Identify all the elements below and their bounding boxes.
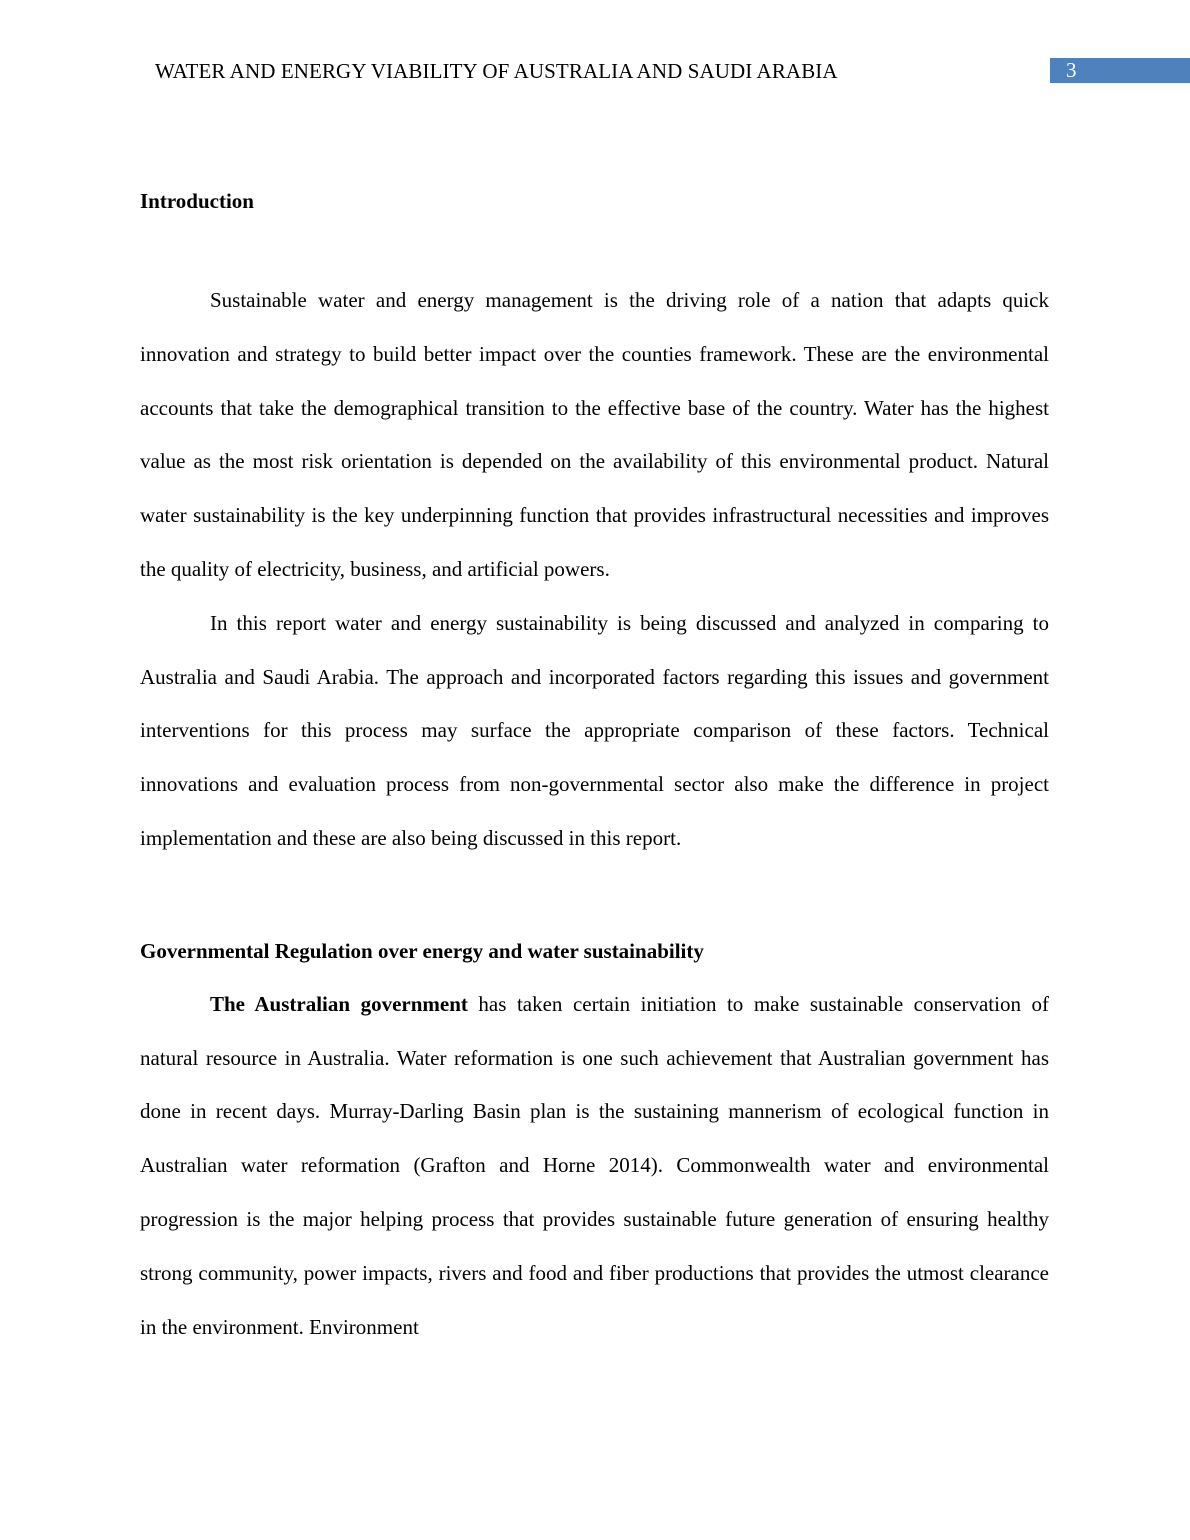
- introduction-paragraph-1: Sustainable water and energy management is the driving role of a nation that adapts quick innovation and strategy to build better impact over the counties framework. These are the environmental accounts that take the demographical transition to the effective base of the country. Water has the highest value as the most risk orientation is depended on the availability of this environmental product. Natural water sustainability is the key underpinning function that provides infrastructural necessities and improves the quality of electricity, business, and artificial powers.: [140, 288, 1049, 581]
- paragraph-lead-bold: The Australian government: [210, 991, 468, 1016]
- paragraph-body-text: has taken certain initiation to make sustainable conservation of natural resource in Australia. Water reformation is one such achievement that Australian government has done in recent days. Murray-Darling Basin plan is the sustaining mannerism of ecological function in Australian water reformation (Grafton and Horne 2014). Commonwealth water and environmental progression is the major helping process that provides sustainable future generation of ensuring healthy strong community, power impacts, rivers and food and fiber productions that provides the utmost clearance in the environment. Environment: [140, 991, 1049, 1339]
- introduction-paragraph-2: In this report water and energy sustainability is being discussed and analyzed in comparing to Australia and Saudi Arabia. The approach and incorporated factors regarding this issues and government interventions for this process may surface the appropriate comparison of these factors. Technical innovations and evaluation process from non-governmental sector also make the difference in project implementation and these are also being discussed in this report.: [140, 610, 1049, 850]
- governmental-regulation-paragraph-1: [140, 978, 1049, 1355]
- introduction-heading: Introduction: [140, 189, 254, 213]
- document-body: [140, 187, 1049, 1354]
- page-number: 3: [1050, 58, 1190, 83]
- running-header-title: WATER AND ENERGY VIABILITY OF AUSTRALIA AND SAUDI ARABIA: [155, 59, 838, 83]
- governmental-regulation-heading: Governmental Regulation over energy and water sustainability: [140, 938, 704, 963]
